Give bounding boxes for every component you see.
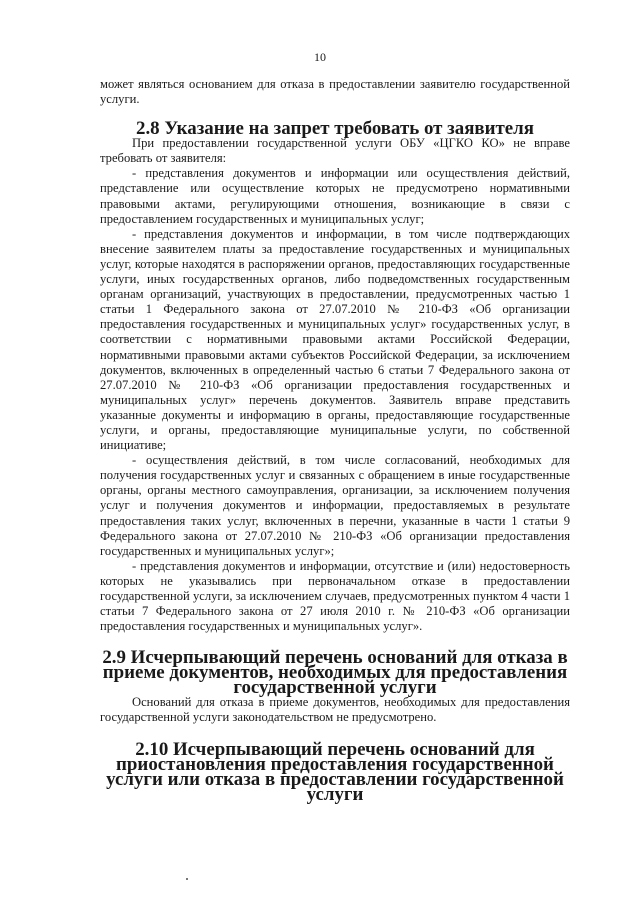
scan-dot-mark [186,878,188,880]
section-2-8-heading: 2.8 Указание на запрет требовать от заявителя [136,118,534,140]
section-2-9 [100,647,570,725]
section-2-8 [100,118,570,634]
intro-paragraph: может являться основанием для отказа в предоставлении заявителю государственной услуги. [100,77,570,107]
section-2-8-item-3: - осуществления действий, в том числе согласований, необходимых для получения государственных услуг и связанных с обращением в иные государственные органы, органы местного самоуправления, организации, за исключением получения услуг и получения документов и информации, предоставляемых в результате предоставления таких услуг, включенных в перечни, указанные в части 1 статьи 9 Федерального закона от 27.07.2010 № 210-ФЗ «Об организации предоставления государственных и муниципальных услуг»; [100,453,570,558]
document-body [100,77,570,806]
section-2-8-item-1: - представления документов и информации или осуществления действий, представление или осуществление которых не предусмотрено нормативными правовыми актами, регулирующими отношения, возникающие в связи с предоставлением государственных и муниципальных услуг; [100,166,570,226]
section-2-8-lead: При предоставлении государственной услуги ОБУ «ЦГКО КО» не вправе требовать от заявителя: [100,136,570,166]
section-2-9-heading: 2.9 Исчерпывающий перечень оснований для отказа в приеме документов, необходимых для предоставления государственной услуги [102,647,568,699]
section-2-9-body: Оснований для отказа в приеме документов, необходимых для предоставления государственной услуги законодательством не предусмотрено. [100,695,570,725]
page-number: 10 [314,50,326,64]
section-2-8-item-4: - представления документов и информации, отсутствие и (или) недостоверность которых не указывались при первоначальном отказе в предоставлении государственной услуги, за исключением случаев, предусмотренных пунктом 4 части 1 статьи 7 Федерального закона от 27 июля 2010 г. № 210-ФЗ «Об организации предоставления государственных и муниципальных услуг». [100,558,570,634]
section-2-10-heading: 2.10 Исчерпывающий перечень оснований для приостановления предоставления государственной услуги или отказа в предоставлении государственной услуги [106,739,564,806]
section-2-10 [100,739,570,806]
section-2-8-item-2: - представления документов и информации, в том числе подтверждающих внесение заявителем платы за предоставление государственных и муниципальных услуг, которые находятся в распоряжении органов, предоставляющих государственные услуги, иных государственных органов, либо подведомственных государственным органам организаций, участвующих в предоставлении, предусмотренных частью 1 статьи 1 Федерального закона от 27.07.2010 № 210-ФЗ «Об организации предоставления государственных и муниципальных услуг» государственных услуг, в соответствии с нормативными правовыми актами Российской Федерации, нормативными правовыми актами субъектов Российской Федерации, за исключением документов, включенных в определенный частью 6 статьи 7 Федерального закона от 27.07.2010 № 210-ФЗ «Об организации предоставления государственных и муниципальных услуг» перечень документов. Заявитель вправе представить указанные документы и информацию в органы, предоставляющие государственные услуги, и органы, предоставляющие муниципальные услуги, по собственной инициативе; [100,226,570,453]
